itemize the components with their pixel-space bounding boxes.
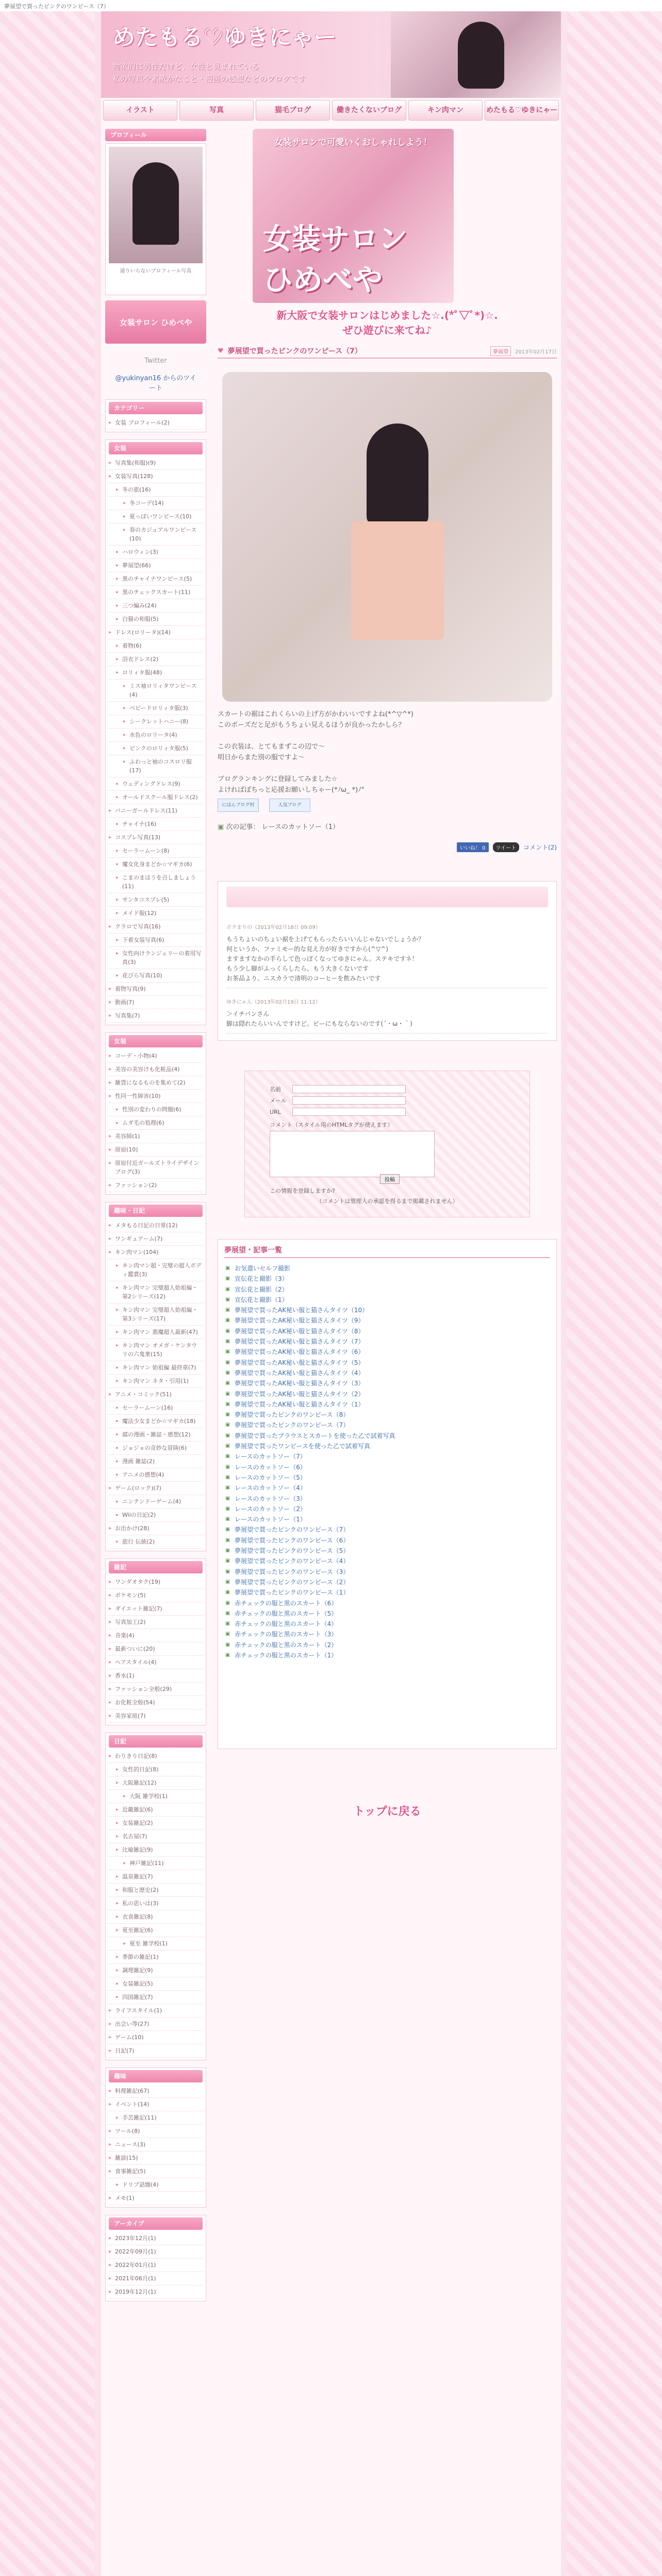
post-header — [218, 344, 557, 359]
sidebar-link[interactable]: ▸ 春のカジュアルワンピース(10) — [109, 523, 203, 546]
sidebar-link[interactable]: ▸ メイド服(12) — [109, 907, 203, 920]
sidebar-link[interactable]: ▸ ハロウィン(3) — [109, 546, 203, 559]
name-label: 名前 — [270, 1086, 281, 1093]
sidebar-link[interactable]: ▸ ヘアスタイル(4) — [109, 1656, 203, 1669]
sidebar-link[interactable]: ▸ キン肉マン 完璧超人始祖編・第2シリーズ(12) — [109, 1281, 203, 1303]
nav-cat-blog[interactable]: 猫毛ブログ — [256, 100, 330, 121]
sidebar-link[interactable]: ▸ ポケモン(5) — [109, 1589, 203, 1602]
sidebar-link[interactable]: ▸ セーラームーン(16) — [109, 1401, 203, 1415]
site-title[interactable]: めたもる♡ゆきにゃー — [112, 24, 337, 50]
sidebar-block-heading: 女装 — [109, 442, 203, 454]
sidebar-link[interactable]: ▸ キン肉マン超・完璧の超人ボディ鑑賞(3) — [109, 1259, 203, 1281]
share-bar — [218, 842, 557, 852]
article-link[interactable]: ▣ お気遣いセルフ撮影 — [224, 1263, 550, 1274]
comments-header — [226, 887, 548, 907]
post-category[interactable]: 夢展望 — [490, 346, 511, 356]
sidebar-link-list — [109, 2084, 203, 2205]
sidebar-link[interactable]: ▸ キン肉マン オメガ・ケンタウリの六鬼衆(15) — [109, 1339, 203, 1361]
post-body — [218, 709, 557, 795]
sidebar-block-heading: 雑記 — [109, 1561, 203, 1573]
mail-row — [270, 1095, 505, 1106]
salon-banner[interactable]: 女装サロン ひめべや — [105, 300, 206, 344]
sidebar-block — [105, 1558, 206, 1725]
comment-line: 何というか、ファミモー的な見え方が好きですから(^▽^) — [226, 945, 388, 953]
sidebar-link[interactable]: ▸ イベント(14) — [109, 2098, 203, 2111]
article-link[interactable]: ▣ 夢展望で買ったピンクのワンピース（7） — [224, 1420, 550, 1430]
sidebar-link[interactable]: ▸ 名古屋(7) — [109, 1830, 203, 1843]
profile-caption: 通りいらないプロフィール写真 — [120, 268, 192, 274]
sidebar-link[interactable]: ▸ 原宿付近ガールズトライデザインブログ(3) — [109, 1157, 203, 1179]
article-link[interactable]: ▣ レースのカットソー（3） — [224, 1494, 550, 1504]
article-link[interactable]: ▣ 夢展望で買ったAK秘い服と猫さんタイツ（6） — [224, 1347, 550, 1357]
article-link[interactable]: ▣ 夢展望で買ったAK秘い服と猫さんタイツ（7） — [224, 1336, 550, 1347]
sidebar-link[interactable]: ▸ 食事雑記(5) — [109, 2165, 203, 2178]
sidebar-link[interactable]: ▸ 女性向けランジェリーの着用写真(3) — [109, 947, 203, 969]
mail-label: メール — [270, 1097, 287, 1104]
comment-line: ますますなかの手らして色っぽくなってゆきにゃん。ステキですネ！ — [226, 955, 418, 962]
sidebar-link[interactable]: ▸ 神戸雑記(11) — [109, 1857, 203, 1870]
header-photo — [391, 11, 561, 98]
sidebar-block-heading: 趣味 — [109, 2070, 203, 2082]
sidebar-link[interactable]: ▸ サンタコスプレ(5) — [109, 893, 203, 907]
sidebar-link[interactable]: ▸ 写真集(7) — [109, 1009, 203, 1023]
sidebar-link[interactable]: ▸ ライフスタイル(1) — [109, 2004, 203, 2018]
sidebar-block-heading: 趣味・日記 — [109, 1205, 203, 1217]
sidebar-block — [105, 1032, 206, 1195]
global-nav — [101, 100, 561, 121]
post-paragraph: この衣装は、とてもまずこの辺で〜 — [218, 743, 325, 751]
announcement-line-1: 新大阪で女装サロンはじめました☆.(*ﾟ▽ﾟ*)☆. — [276, 309, 498, 321]
sidebar-link[interactable]: ▸ 冬コーデ(14) — [109, 497, 203, 510]
article-link[interactable]: ▣ レースのカットソー（4） — [224, 1483, 550, 1493]
comment-meta: ボクまりの（2013年02月18日 09:09） — [226, 925, 321, 930]
sidebar-link[interactable]: ▸ 出会い等(27) — [109, 2018, 203, 2031]
sidebar-link[interactable]: ▸ 2022年09月(1) — [109, 2245, 203, 2259]
article-link[interactable]: ▣ 夢展望で買ったピンクのワンピース（6） — [224, 1535, 550, 1546]
comment-meta: ゆきにゃん（2013年02月19日 11:12） — [226, 999, 321, 1005]
article-link[interactable]: ▣ 赤チェックの服と黒のスカート（1） — [224, 1650, 550, 1660]
sidebar-block-heading: 日記 — [109, 1735, 203, 1748]
sidebar-block — [105, 2067, 206, 2208]
sidebar-link[interactable]: ▸ アニメ・コミック(51) — [109, 1388, 203, 1401]
article-link[interactable]: ▣ 夢展望で買ったピンクのワンピース（2） — [224, 1577, 550, 1587]
article-link[interactable]: ▣ 夢展望で買ったピンクのワンピース（4） — [224, 1556, 550, 1566]
banner-tagline: 女装サロンで可愛いくおしゃれしよう！ — [274, 138, 432, 148]
sidebar-link[interactable]: ▸ 写真集(和服)(9) — [109, 456, 203, 470]
sidebar-link[interactable]: ▸ キン肉マン 完璧超人始祖編・第3シリーズ(17) — [109, 1303, 203, 1326]
sidebar-link[interactable]: ▸ ミス袖ロリィタワンピース(4) — [109, 680, 203, 702]
post-paragraph: このポーズだと足がもうちょい見えるほうが良かったかしら？ — [218, 721, 405, 729]
article-link[interactable]: ▣ レースのカットソー（5） — [224, 1472, 550, 1483]
ranking-banner-1[interactable]: にほんブログ村 — [218, 799, 259, 812]
sidebar-link[interactable]: ▸ 魔法少女まどか☆マギカ(18) — [109, 1415, 203, 1428]
sidebar-link[interactable]: ▸ ファッション(2) — [109, 1179, 203, 1192]
sidebar-link[interactable]: ▸ 私の思いは(3) — [109, 1897, 203, 1910]
mail-input[interactable] — [292, 1096, 406, 1105]
post-paragraph — [218, 763, 557, 774]
url-label: URL — [270, 1108, 281, 1115]
sidebar-link[interactable]: ▸ セーラームーン(8) — [109, 844, 203, 858]
sidebar-link[interactable]: ▸ 女装雑記(5) — [109, 1977, 203, 1991]
sidebar-link[interactable]: ▸ 四国雑記(7) — [109, 1991, 203, 2004]
article-link[interactable]: ▣ 夢展望で買ったAK秘い服と猫さんタイツ（9） — [224, 1315, 550, 1326]
sidebar-link[interactable]: ▸ 大阪雑記(12) — [109, 1776, 203, 1790]
sidebar-link[interactable]: ▸ 香水(1) — [109, 1669, 203, 1683]
profile-photo[interactable] — [109, 147, 203, 263]
comment — [226, 923, 548, 988]
twitter-image[interactable]: Twitter — [144, 357, 167, 365]
comment-form — [244, 1071, 530, 1217]
back-to-top-link[interactable]: トップに戻る — [353, 1805, 421, 1818]
sidebar-link[interactable]: ▸ 着物写真(9) — [109, 982, 203, 996]
sidebar-block — [105, 439, 206, 1025]
next-post — [218, 821, 557, 831]
sidebar-link[interactable]: ▸ 温泉雑記(7) — [109, 1870, 203, 1884]
sidebar-link-list — [109, 1049, 203, 1192]
sidebar-link[interactable]: ▸ ワンダオタク(19) — [109, 1575, 203, 1589]
sidebar-link-list — [109, 2232, 203, 2299]
article-link[interactable]: ▣ 赤チェックの服と黒のスカート（2） — [224, 1640, 550, 1650]
url-row — [270, 1106, 505, 1117]
next-post-label: 次の記事： — [226, 823, 260, 831]
sidebar-link[interactable]: ▸ メモ(1) — [109, 2192, 203, 2205]
main-column — [218, 129, 557, 1819]
sidebar-link[interactable]: ▸ 夏至雑記(6) — [109, 1924, 203, 1937]
post-photo[interactable] — [222, 372, 552, 702]
sidebar-link[interactable]: ▸ ニンテンドーゲーム(4) — [109, 1495, 203, 1509]
nav-kinnikuman[interactable]: キン肉マン — [408, 100, 483, 121]
comment-count-link[interactable]: コメント(2) — [523, 844, 557, 851]
page-container — [101, 11, 561, 2576]
sidebar-link-list — [109, 1750, 203, 2058]
sidebar-link[interactable]: ▸ クラロで写真(16) — [109, 920, 203, 934]
sidebar-link[interactable]: ▸ ファッション全般(29) — [109, 1683, 203, 1696]
sidebar-link[interactable]: ▸ 写真加工(2) — [109, 1616, 203, 1629]
article-link[interactable]: ▣ 夢展望で買ったAK秘い服と猫さんタイツ（10） — [224, 1305, 550, 1315]
sidebar-link[interactable]: ▸ 旅行 伝統(2) — [109, 1535, 203, 1549]
left-background-pattern — [0, 11, 95, 2576]
sidebar-link[interactable]: ▸ 美容家庭(7) — [109, 1709, 203, 1723]
article-link[interactable]: ▣ 夢展望で買ったピンクのワンピース（5） — [224, 1546, 550, 1556]
sidebar-block-heading: アーカイブ — [109, 2217, 203, 2230]
sidebar-link[interactable]: ▸ 2019年12月(1) — [109, 2285, 203, 2299]
sidebar-link[interactable]: ▸ コーデ・小物(4) — [109, 1049, 203, 1063]
article-link[interactable]: ▣ レースのカットソー（2） — [224, 1504, 550, 1514]
sidebar-link[interactable]: ▸ キン肉マン 悪魔超人最新(47) — [109, 1326, 203, 1339]
next-post-link[interactable]: レースのカットソー（1） — [261, 823, 340, 831]
sidebar-link[interactable]: ▸ 腐の漫画・雑誌・感想(12) — [109, 1428, 203, 1442]
post-paragraph: スカートの裾はこれくらいの上げ方がかわいいですよね(*^▽^*) — [218, 710, 413, 718]
sidebar-link[interactable]: ▸ キン肉マン(104) — [109, 1246, 203, 1259]
article-link[interactable]: ▣ 夢展望で買ったAK秘い服と猫さんタイツ（2） — [224, 1389, 550, 1399]
article-link[interactable]: ▣ 夢展望で買ったAK秘い服と猫さんタイツ（1） — [224, 1399, 550, 1410]
sidebar-link[interactable]: ▸ チャイナ(16) — [109, 818, 203, 831]
sidebar-link[interactable]: ▸ 近畿雑記(6) — [109, 1803, 203, 1817]
site-header[interactable] — [101, 11, 561, 98]
sidebar-link[interactable]: ▸ 女装写真(128) — [109, 470, 203, 483]
sidebar-link[interactable]: ▸ ピンクのロリィタ服(5) — [109, 742, 203, 755]
nav-photo[interactable]: 写真 — [179, 100, 254, 121]
post-date: 2013年02月17日 — [515, 349, 557, 355]
sidebar-link[interactable]: ▸ ふわっと袖のコスロリ服(17) — [109, 755, 203, 777]
profile-heading: プロフィール — [105, 129, 206, 141]
sidebar-link[interactable]: ▸ 衣食雑記(8) — [109, 1910, 203, 1924]
sidebar-link[interactable]: ▸ オールドスクール服ドレス(2) — [109, 791, 203, 804]
sidebar-link[interactable]: ▸ 黒のチェックスカート(11) — [109, 586, 203, 599]
sidebar-link[interactable]: ▸ こまのまほうを召しましょう(11) — [109, 871, 203, 893]
heart-icon: ♥ — [218, 347, 224, 355]
sidebar-link[interactable]: ▸ 下着女装写真(6) — [109, 934, 203, 947]
comment-line: もうちょいのちょい裾を上げてもらったらいいんじゃないでしょうか？ — [226, 936, 425, 943]
sidebar-link[interactable]: ▸ 大阪 雑学校(1) — [109, 1790, 203, 1803]
sidebar-link[interactable]: ▸ 魔女化身まどか☆マギカ(6) — [109, 858, 203, 871]
profile-box — [105, 143, 206, 295]
sidebar-link[interactable]: ▸ ウェディングドレス(9) — [109, 777, 203, 791]
sidebar-link[interactable]: ▸ 日記(7) — [109, 2044, 203, 2058]
sidebar-link[interactable]: ▸ 美容師(1) — [109, 1130, 203, 1143]
sidebar-link[interactable]: ▸ Wiiの日記(2) — [109, 1509, 203, 1522]
article-list-title: 夢展望・記事一覧 — [224, 1244, 550, 1258]
name-row — [270, 1083, 505, 1095]
remember-checkbox[interactable] — [270, 1187, 505, 1195]
article-list — [224, 1263, 550, 1660]
twitter-link-cont[interactable]: ート — [148, 384, 162, 392]
banner-title-1: 女装サロン — [263, 223, 407, 256]
sidebar-link[interactable]: ▸ ニュース(3) — [109, 2138, 203, 2151]
sidebar-link[interactable]: ▸ 漫画 雑誌(2) — [109, 1455, 203, 1468]
sidebar-link-list — [109, 1575, 203, 1723]
sidebar-link[interactable]: ▸ 雑貨になるものを集めて(2) — [109, 1076, 203, 1090]
sidebar-block-heading: カテゴリー — [109, 402, 203, 414]
sidebar-link[interactable]: ▸ ワンギュアーム(7) — [109, 1232, 203, 1246]
sidebar-link[interactable]: ▸ ドリプ話題(4) — [109, 2178, 203, 2192]
sidebar-link[interactable]: ▸ 2023年12月(1) — [109, 2232, 203, 2245]
submit-comment-button[interactable]: 投稿 — [380, 1174, 400, 1184]
article-link[interactable]: ▣ レースのカットソー（7） — [224, 1451, 550, 1462]
comment-line: お茶品より、ニスカラで清明のコーヒーを飲みたいです — [226, 975, 381, 982]
sidebar-link-list — [109, 1219, 203, 1549]
article-link[interactable]: ▣ 夢展望で買ったピンクのワンピース（8） — [224, 1410, 550, 1420]
article-list-box — [218, 1239, 557, 1749]
url-input[interactable] — [292, 1108, 406, 1116]
sidebar-link[interactable]: ▸ 季節の雑記(1) — [109, 1951, 203, 1964]
article-link[interactable]: ▣ 赤チェックの服と黒のスカート（6） — [224, 1598, 550, 1608]
sidebar-link[interactable]: ▸ 2021年06月(1) — [109, 2272, 203, 2285]
sidebar-link[interactable]: ▸ ムダ毛の処理(6) — [109, 1116, 203, 1130]
sidebar-link[interactable]: ▸ ベビードロリィタ服(3) — [109, 702, 203, 715]
sidebar-link[interactable]: ▸ 夏至 雑学校(1) — [109, 1937, 203, 1951]
sidebar-block — [105, 399, 206, 432]
sidebar-link[interactable]: ▸ 浴衣ドレス(2) — [109, 653, 203, 666]
sidebar-link[interactable]: ▸ 原宿(10) — [109, 1143, 203, 1157]
twitter-link[interactable]: @yukinyan16 からのツイ — [115, 375, 196, 382]
ranking-banners — [218, 799, 557, 812]
sidebar-link[interactable]: ▸ ダイエット雑記(7) — [109, 1602, 203, 1616]
sidebar-link[interactable]: ▸ ドレス(ロリータ)(14) — [109, 626, 203, 639]
sidebar-link[interactable]: ▸ 美容の美容けも化粧品(4) — [109, 1063, 203, 1076]
article-link[interactable]: ▣ 宣伝花と撮影（1） — [224, 1295, 550, 1305]
nav-metamor[interactable]: めたもる♡ゆきにゃー — [485, 100, 559, 121]
post-paragraph: ブログランキングに登録してみました☆ — [218, 775, 338, 783]
comment-textarea[interactable] — [270, 1131, 435, 1177]
sidebar-link[interactable]: ▸ ロリィタ服(48) — [109, 666, 203, 680]
sidebar-link[interactable]: ▸ 性同一性障害(10) — [109, 1090, 203, 1103]
article-link[interactable]: ▣ 宣伝花と撮影（2） — [224, 1284, 550, 1295]
article-link[interactable]: ▣ 赤チェックの服と黒のスカート（3） — [224, 1629, 550, 1639]
sidebar-link[interactable]: ▸ シークレットハニー(8) — [109, 715, 203, 728]
moderation-note: （コメントは管理人の承認を得るまで掲載されません） — [316, 1198, 458, 1205]
sidebar-link[interactable]: ▸ わりきり日記(8) — [109, 1750, 203, 1763]
comment-line: もう少し脚がふっくらしたら、もう大きくないです — [226, 965, 369, 972]
sidebar-link-list — [109, 416, 203, 430]
sidebar-link[interactable]: ▸ 手芸雑記(11) — [109, 2111, 203, 2125]
sidebar-link[interactable]: ▸ 水色のロリータ(4) — [109, 728, 203, 742]
article-link[interactable]: ▣ レースのカットソー（6） — [224, 1462, 550, 1472]
sidebar-link[interactable]: ▸ 最新ついに(20) — [109, 1642, 203, 1656]
article-link[interactable]: ▣ 夢展望で買ったAK秘い服と猫さんタイツ（3） — [224, 1378, 550, 1388]
comment-line: ＞イチパンさん — [226, 1010, 270, 1018]
article-link[interactable]: ▣ 夢展望で買ったAK秘い服と猫さんタイツ（8） — [224, 1326, 550, 1336]
sidebar-link[interactable]: ▸ 夏っぽいワンピース(10) — [109, 510, 203, 523]
sidebar-link[interactable]: ▸ 動画(7) — [109, 996, 203, 1009]
article-link[interactable]: ▣ レースのカットソー（1） — [224, 1514, 550, 1524]
article-link[interactable]: ▣ 赤チェックの服と黒のスカート（5） — [224, 1608, 550, 1619]
article-link[interactable]: ▣ 赤チェックの服と黒のスカート（4） — [224, 1619, 550, 1629]
sidebar-link[interactable]: ▸ バニーガールドレス(11) — [109, 804, 203, 818]
article-link[interactable]: ▣ 夢展望で買ったAK秘い服と猫さんタイツ（5） — [224, 1358, 550, 1368]
site-subtitle-2: 私の写真や素敵かなこと・漫画の感想などのブログです — [112, 74, 306, 83]
sidebar-link[interactable]: ▸ 和服と歴史(2) — [109, 1884, 203, 1897]
article-link[interactable]: ▣ 夢展望で買ったピンクのワンピース（3） — [224, 1567, 550, 1577]
remember-label: この情報を登録しますか? — [270, 1188, 335, 1194]
site-subtitle-1: 物欲的に男性だけど、女性と見まれている — [112, 62, 260, 71]
sidebar-link[interactable]: ▸ コスプレ写真(13) — [109, 831, 203, 844]
banner-title-2: ひめべや — [263, 262, 383, 297]
right-background-pattern — [567, 11, 662, 2576]
nav-illustration[interactable]: イラスト — [103, 100, 177, 121]
article-link[interactable]: ▣ 宣伝花と撮影（3） — [224, 1274, 550, 1284]
salon-ad-banner[interactable] — [253, 129, 454, 303]
sidebar-link[interactable]: ▸ 調理雑記(9) — [109, 1964, 203, 1977]
left-sidebar — [105, 129, 206, 2301]
sidebar-link[interactable]: ▸ 着物(6) — [109, 639, 203, 653]
comment-line: 脚は隠れたらいいんですけど。ビーにもならないのです(´・ω・｀) — [226, 1020, 412, 1027]
sidebar-link[interactable]: ▸ 夢展望(66) — [109, 559, 203, 572]
sidebar-link[interactable]: ▸ 2022年01月(1) — [109, 2259, 203, 2272]
nav-nowork-blog[interactable]: 働きたくないブログ — [332, 100, 406, 121]
sidebar-link[interactable]: ▸ 黒のチャイナワンピース(5) — [109, 572, 203, 586]
sidebar-link[interactable]: ▸ 性別の変わりの問題(6) — [109, 1103, 203, 1116]
sidebar-link[interactable]: ▸ 女装雑記(2) — [109, 1817, 203, 1830]
sidebar-block — [105, 1733, 206, 2060]
post-paragraph: 明日からまた別の服ですよ〜 — [218, 754, 305, 761]
name-input[interactable] — [292, 1085, 406, 1093]
sidebar-link[interactable]: ▸ メタもる日記の日常(12) — [109, 1219, 203, 1232]
sidebar-link[interactable]: ▸ 白猫の和服(5) — [109, 613, 203, 626]
sidebar-link[interactable]: ▸ 冬の旅(16) — [109, 483, 203, 497]
sidebar-link[interactable]: ▸ 雑談(15) — [109, 2151, 203, 2165]
article-link[interactable]: ▣ 夢展望で買ったワンピースを使った乙で試着写真 — [224, 1441, 550, 1451]
facebook-like-button[interactable]: いいね！ 0 — [457, 842, 489, 852]
comment-label: コメント（スタイル用のHTMLタグが使えます） — [270, 1122, 393, 1128]
tweet-button[interactable]: ツイート — [493, 842, 520, 852]
sidebar-link-list — [109, 456, 203, 1023]
sidebar-link[interactable]: ▸ ジョジョの奇妙な冒険(6) — [109, 1442, 203, 1455]
article-link[interactable]: ▣ 夢展望で買ったAK秘い服と猫さんタイツ（4） — [224, 1368, 550, 1378]
sidebar-link[interactable]: ▸ 三つ編み(24) — [109, 599, 203, 613]
sidebar-link[interactable]: ▸ 比喩雑記(9) — [109, 1843, 203, 1857]
article-link[interactable]: ▣ 夢展望で買ったブラウスとスカートを使った乙で試着写真 — [224, 1431, 550, 1441]
sidebar-link[interactable]: ▸ 花びら写真(10) — [109, 969, 203, 982]
ranking-banner-2[interactable]: 人気ブログ — [269, 799, 310, 812]
article-link[interactable]: ▣ 夢展望で買ったピンクのワンピース（1） — [224, 1587, 550, 1598]
sidebar-link[interactable]: ▸ 女装 プロフィール(2) — [109, 416, 203, 430]
sidebar-link[interactable]: ▸ ゲーム(10) — [109, 2031, 203, 2044]
sidebar-block — [105, 2215, 206, 2301]
sidebar-link[interactable]: ▸ ゲーム(ロック)(7) — [109, 1482, 203, 1495]
sidebar-link[interactable]: ▸ 音楽(4) — [109, 1629, 203, 1642]
sidebar-link[interactable]: ▸ アニメの感想(4) — [109, 1468, 203, 1482]
post-title[interactable]: 夢展望で買ったピンクのワンピース（7） — [227, 347, 362, 355]
announcement-line-2: ぜひ遊びに来てね♪ — [342, 324, 432, 336]
sidebar-link[interactable]: ▸ お出かけ(28) — [109, 1522, 203, 1535]
sidebar-link[interactable]: ▸ ツール(8) — [109, 2125, 203, 2138]
article-link[interactable]: ▣ 夢展望で買ったピンクのワンピース（7） — [224, 1524, 550, 1535]
comments-box — [218, 881, 557, 1041]
browser-title: 夢展望で買ったピンクのワンピース（7） — [0, 0, 662, 11]
comment — [226, 997, 548, 1033]
sidebar-link[interactable]: ▸ キン肉マン 始祖編 最終章(7) — [109, 1361, 203, 1375]
sidebar-link[interactable]: ▸ 女性的日記(8) — [109, 1763, 203, 1776]
sidebar-block — [105, 1202, 206, 1551]
post-paragraph — [218, 731, 557, 741]
sidebar-link[interactable]: ▸ 料理雑記(67) — [109, 2084, 203, 2098]
post-paragraph: よければぽちっと応援お願いしちゃー(*ﾉω_ *)ﾉ" — [218, 786, 365, 794]
sidebar-link[interactable]: ▸ キン肉マン ネタ・引用(1) — [109, 1375, 203, 1388]
document-icon: ▣ — [218, 823, 224, 831]
sidebar-block-heading: 女装 — [109, 1035, 203, 1047]
sidebar-link[interactable]: ▸ お化粧全般(54) — [109, 1696, 203, 1709]
